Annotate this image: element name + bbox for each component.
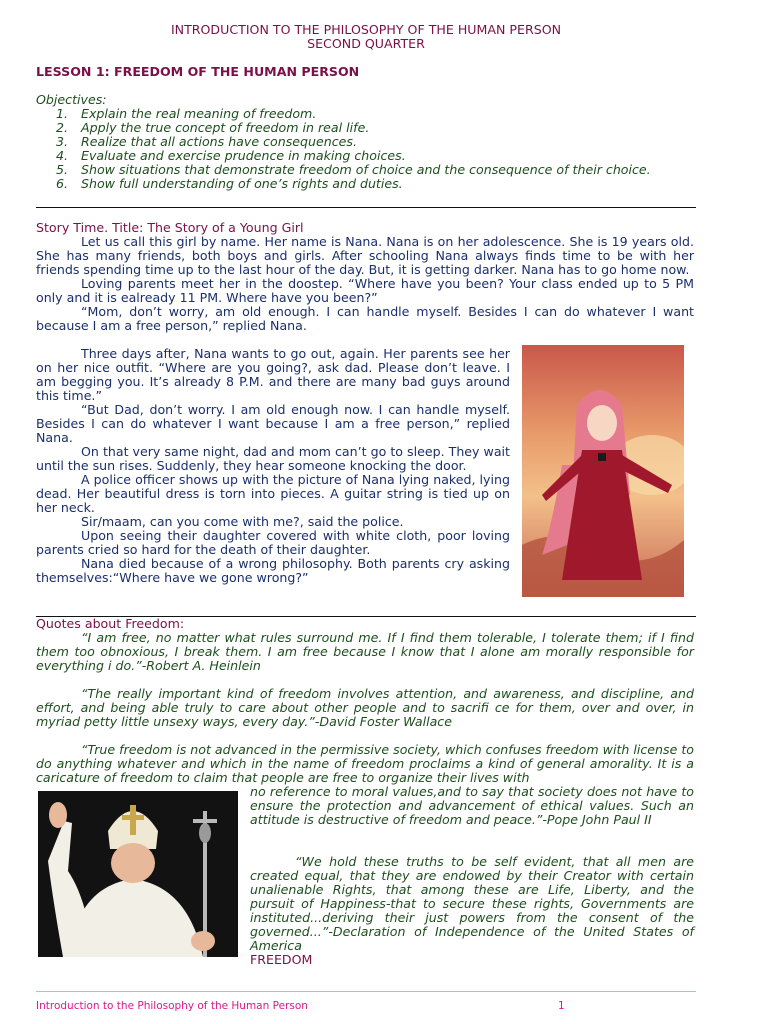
- course-title: INTRODUCTION TO THE PHILOSOPHY OF THE HUMAN PERSON: [170, 22, 562, 37]
- objectives-list: [56, 107, 694, 191]
- story-body-narrow: [36, 347, 510, 585]
- story-paragraph: Three days after, Nana wants to go out, again. Her parents see her on her nice outfit. “Where are you going?, ask dad. Please don’t leave. I am begging you. It’s already 8 P.M. and there are many bad guys around this time.”: [36, 346, 510, 403]
- story-paragraph: On that very same night, dad and mom can’t go to sleep. They wait until the sun rises. Suddenly, they hear someone knocking the door.: [36, 444, 510, 473]
- quote-author: -David Foster Wallace: [314, 714, 452, 729]
- story-paragraph: “Mom, don’t worry, am old enough. I can handle myself. Besides I can do whatever I want because I am a free person,” replied Nana.: [36, 304, 694, 333]
- footer-title: Introduction to the Philosophy of the Human Person: [36, 1000, 308, 1012]
- objective-item: 2. Apply the true concept of freedom in real life.: [56, 120, 370, 135]
- objective-item: 5. Show situations that demonstrate freedom of choice and the consequence of their choice.: [56, 162, 651, 177]
- quote-author: -Declaration of Independence of the United States of America: [250, 924, 694, 953]
- quote-john-paul-part1: “True freedom is not advanced in the permissive society, which confuses freedom with license to do anything whatever and which in the name of freedom proclaims a kind of general amorality. It is a caricature of freedom to claim that people are free to organize their lives with: [36, 742, 694, 785]
- story-paragraph: Sir/maam, can you come with me?, said the police.: [81, 514, 404, 529]
- story-paragraph: A police officer shows up with the picture of Nana lying naked, lying dead. Her beautiful dress is torn into pieces. A guitar string is tied up on her neck.: [36, 472, 510, 515]
- story-paragraph: Loving parents meet her in the doostep. “Where have you been? Your class ended up to 5 PM only and it is ealready 11 PM. Where have you been?”: [36, 276, 694, 305]
- story-paragraph: Upon seeing their daughter covered with white cloth, poor loving parents cried so hard for the death of their daughter.: [36, 528, 510, 557]
- section-divider: [36, 207, 696, 208]
- quotes-title: Quotes about Freedom:: [36, 616, 185, 631]
- quote-wallace: “The really important kind of freedom involves attention, and awareness, and discipline, and effort, and being able truly to care about other people and to sacrifi ce for them, over and over, in myriad petty little unsexy ways, every day.”-David Foster Wallace: [36, 686, 694, 729]
- story-paragraph: Nana died because of a wrong philosophy. Both parents cry asking themselves:“Where have we gone wrong?”: [36, 556, 510, 585]
- footer-divider: [36, 991, 696, 992]
- quarter-label: SECOND QUARTER: [307, 36, 425, 51]
- lesson-title: LESSON 1: FREEDOM OF THE HUMAN PERSON: [36, 64, 360, 79]
- quote-john-paul-part2: no reference to moral values,and to say that society does not have to ensure the protection and advancement of ethical values. Such an attitude is destructive of freedom and peace.”-Pope John Paul II: [250, 784, 694, 827]
- objective-item: 6. Show full understanding of one’s rights and duties.: [56, 176, 403, 191]
- objective-item: 1. Explain the real meaning of freedom.: [56, 106, 317, 121]
- quote-declaration: “We hold these truths to be self evident, that all men are created equal, that they are endowed by their Creator with certain unalienable Rights, that among these are Life, Liberty, and the pursuit of Happiness-that to secure these rights, Governments are instituted...deriving their just powers from the consent of the governed...”-Declaration of Independence of the United States of America: [250, 854, 694, 953]
- pope-photo: [38, 791, 238, 957]
- closing-word: FREEDOM: [250, 952, 313, 967]
- story-paragraph: Let us call this girl by name. Her name is Nana. Nana is on her adolescence. She is 19 years old. She has many friends, both boys and girls. After schooling Nana always finds time to be with her friends spending time up to the last hour of the day. But, it is getting darker. Nana has to go home now.: [36, 234, 694, 277]
- quote-author: -Robert A. Heinlein: [141, 658, 261, 673]
- story-paragraph: “But Dad, don’t worry. I am old enough now. I can handle myself. Besides I can do whatever I want because I am a free person,” replied Nana.: [36, 402, 510, 445]
- quote-author: -Pope John Paul II: [542, 812, 652, 827]
- story-body-full: [36, 235, 694, 333]
- objective-item: 3. Realize that all actions have consequences.: [56, 134, 357, 149]
- anime-girl-illustration: [522, 345, 684, 597]
- story-title: Story Time. Title: The Story of a Young Girl: [36, 220, 304, 235]
- objectives-heading: Objectives:: [36, 92, 107, 107]
- quote-heinlein: “I am free, no matter what rules surround me. If I find them tolerable, I tolerate them; if I find them too obnoxious, I break them. I am free because I know that I alone am morally responsible for everything i do.”-Robert A. Heinlein: [36, 630, 694, 673]
- objective-item: 4. Evaluate and exercise prudence in making choices.: [56, 148, 406, 163]
- page-number: 1: [558, 1000, 565, 1012]
